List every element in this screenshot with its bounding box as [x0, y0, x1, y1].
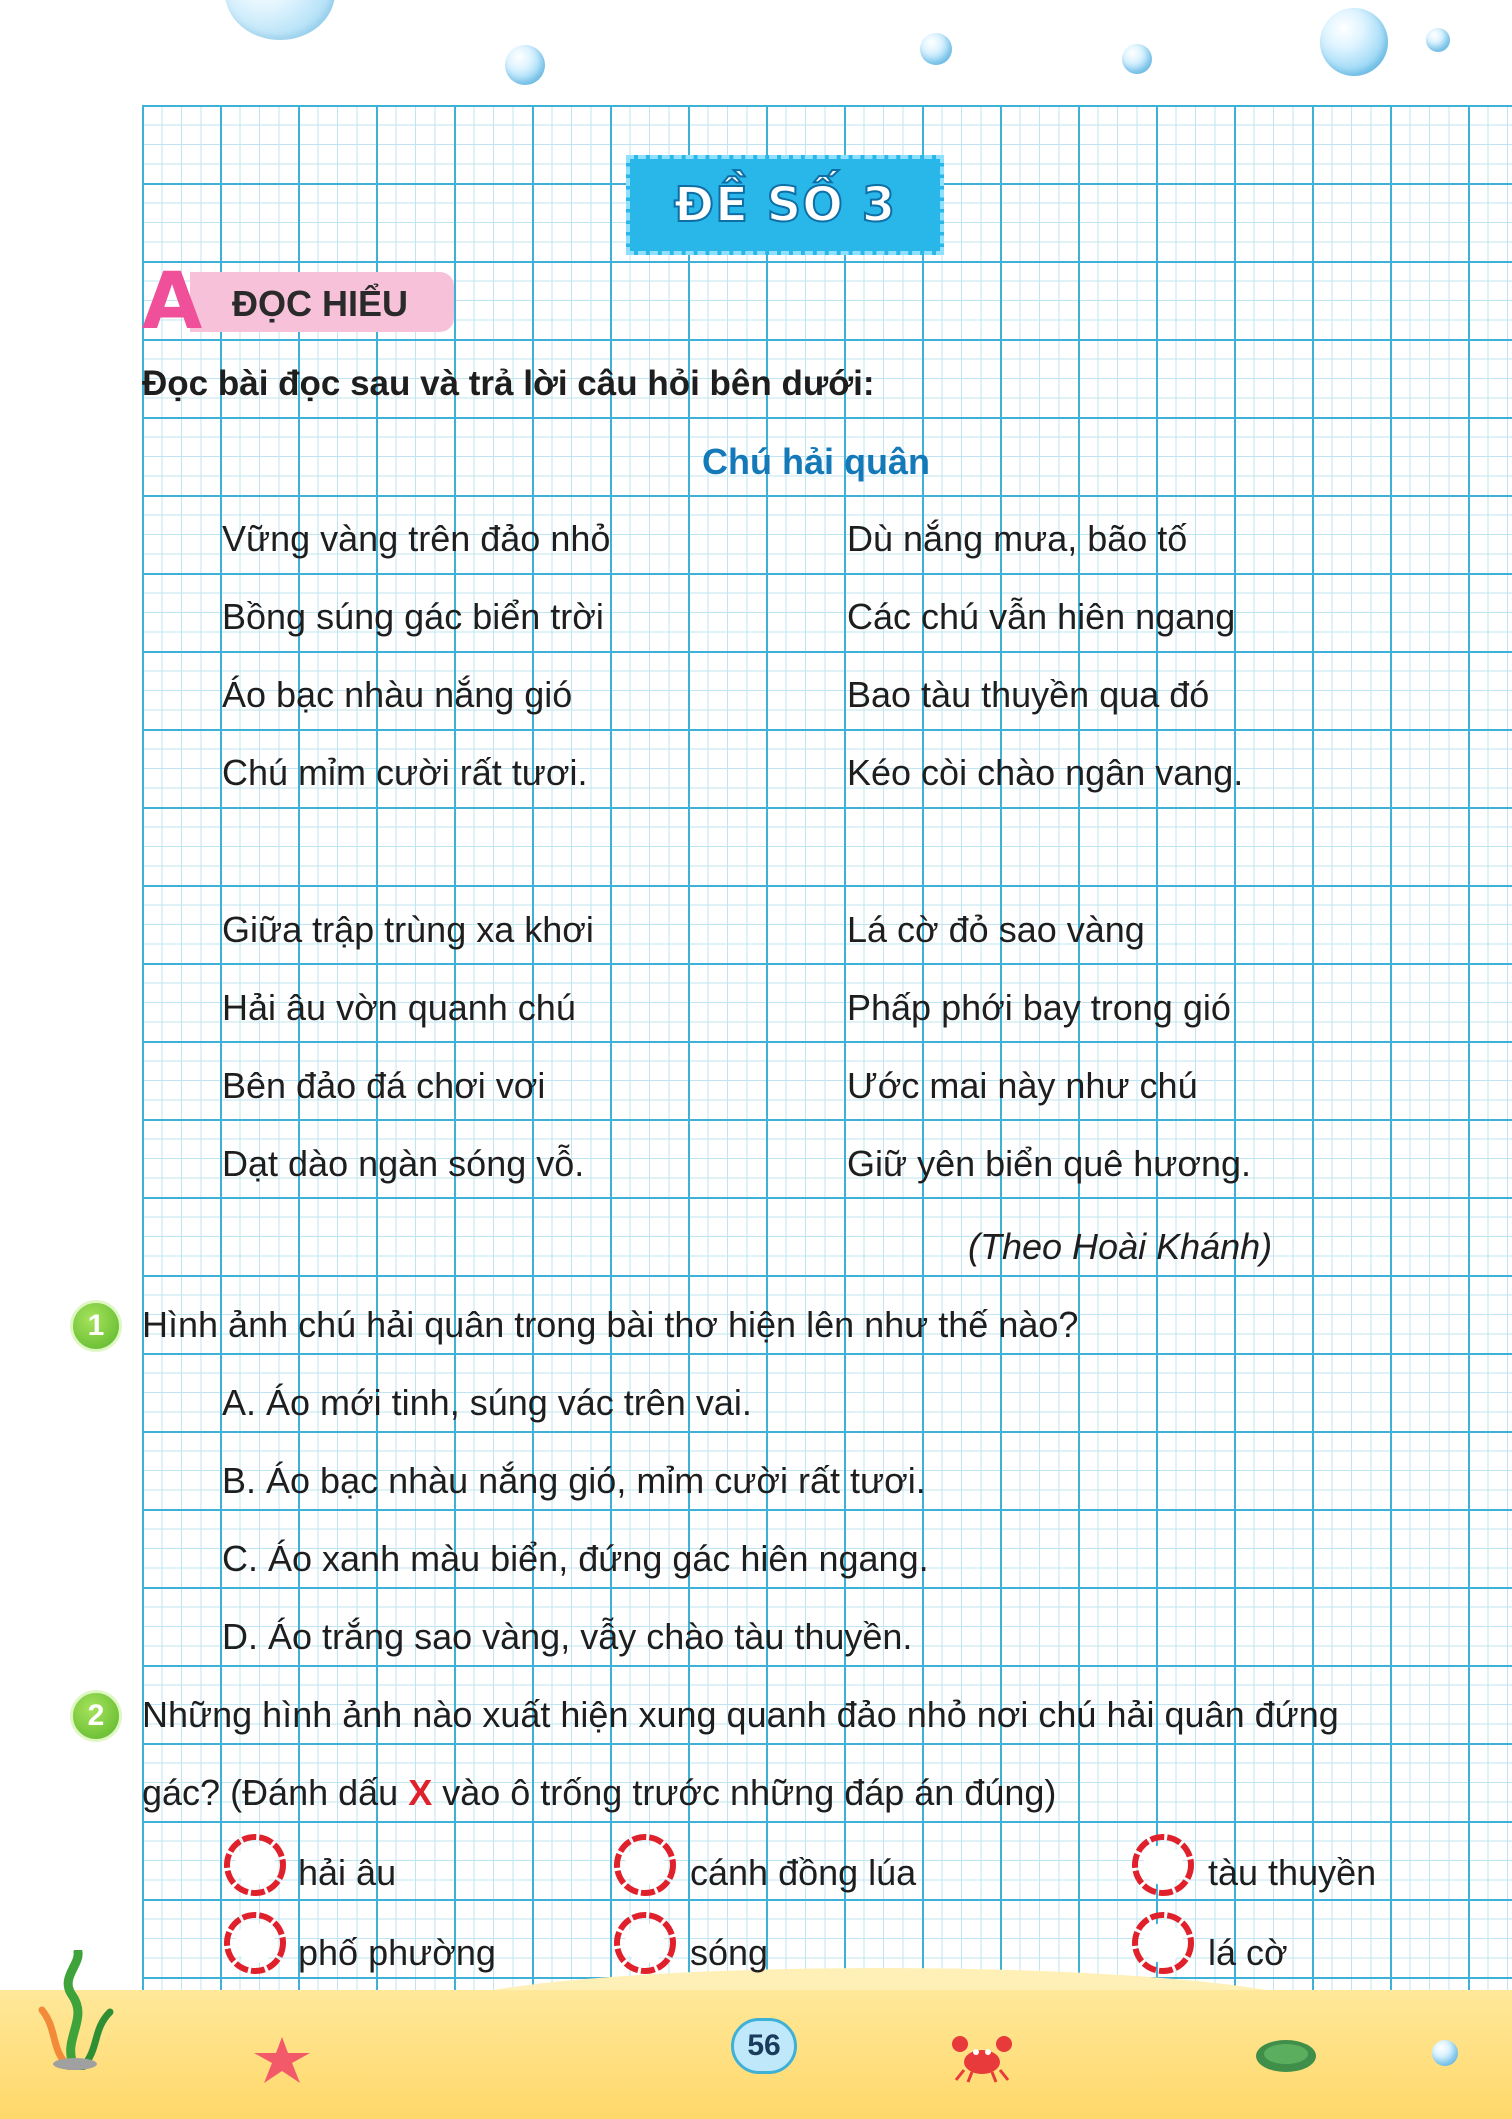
bubble-decoration: [1122, 44, 1152, 74]
flower-checkbox[interactable]: [612, 1832, 678, 1898]
question-number-badge: 1: [70, 1300, 122, 1352]
page-number: 56: [731, 2018, 797, 2074]
poem-line: Bao tàu thuyền qua đó: [847, 674, 1210, 715]
bubble-decoration: [920, 33, 952, 65]
poem-line: Hải âu vờn quanh chú: [222, 987, 576, 1028]
poem-line: Dạt dào ngàn sóng vỗ.: [222, 1143, 585, 1184]
bubble-decoration: [1432, 2040, 1458, 2066]
q2-choice-label: cánh đồng lúa: [690, 1852, 917, 1893]
x-mark-symbol: X: [408, 1772, 433, 1813]
flower-checkbox[interactable]: [222, 1910, 288, 1976]
poem-line: Bên đảo đá chơi vơi: [222, 1065, 546, 1106]
poem-line: Dù nắng mưa, bão tố: [847, 518, 1188, 559]
poem-line: Kéo còi chào ngân vang.: [847, 752, 1244, 793]
poem-line: Bồng súng gác biển trời: [222, 596, 604, 637]
poem-credit: (Theo Hoài Khánh): [968, 1226, 1273, 1267]
q2-choice-label: tàu thuyền: [1208, 1852, 1377, 1893]
question-number-badge: 2: [70, 1690, 122, 1742]
q2-text-part: gác? (Đánh dấu: [142, 1772, 409, 1813]
seaweed-icon: [30, 1950, 120, 2070]
section-letter: A: [141, 257, 203, 347]
exam-title: ĐỀ SỐ 3: [673, 177, 897, 233]
bubble-decoration: [1426, 28, 1450, 52]
flower-checkbox[interactable]: [222, 1832, 288, 1898]
q2-choice-label: phố phường: [298, 1932, 496, 1973]
flower-checkbox[interactable]: [612, 1910, 678, 1976]
poem-line: Lá cờ đỏ sao vàng: [847, 909, 1145, 950]
bubble-decoration: [505, 45, 545, 85]
q2-choice-label: hải âu: [298, 1852, 397, 1893]
poem-line: Chú mỉm cười rất tươi.: [222, 752, 588, 793]
bubble-decoration: [225, 0, 335, 40]
q2-choice-label: sóng: [690, 1932, 769, 1973]
q1-option-d[interactable]: D. Áo trắng sao vàng, vẫy chào tàu thuyền.: [222, 1616, 913, 1657]
bubble-decoration: [1320, 8, 1388, 76]
poem-line: Giữa trập trùng xa khơi: [222, 909, 594, 950]
flower-checkbox[interactable]: [1130, 1910, 1196, 1976]
turtle-icon: [1250, 2032, 1322, 2076]
question-2-text-cont: [142, 1772, 1056, 1814]
q1-option-b[interactable]: B. Áo bạc nhàu nắng gió, mỉm cười rất tươi.: [222, 1460, 926, 1501]
starfish-icon: [250, 2035, 314, 2085]
poem-line: Áo bạc nhàu nắng gió: [222, 674, 573, 715]
poem-title: Chú hải quân: [702, 441, 930, 482]
exam-title-badge: [626, 155, 944, 255]
q1-option-a[interactable]: A. Áo mới tinh, súng vác trên vai.: [222, 1382, 752, 1423]
poem-line: Ước mai này như chú: [847, 1065, 1198, 1106]
instruction-text: Đọc bài đọc sau và trả lời câu hỏi bên dưới:: [142, 364, 875, 403]
poem-line: Vững vàng trên đảo nhỏ: [222, 518, 611, 559]
section-title: ĐỌC HIỂU: [232, 283, 409, 324]
flower-checkbox[interactable]: [1130, 1832, 1196, 1898]
poem-line: Phấp phới bay trong gió: [847, 987, 1231, 1028]
question-2-text: Những hình ảnh nào xuất hiện xung quanh đảo nhỏ nơi chú hải quân đứng: [142, 1694, 1339, 1735]
crab-icon: [950, 2030, 1014, 2084]
poem-line: Giữ yên biển quê hương.: [847, 1143, 1252, 1184]
question-1-text: Hình ảnh chú hải quân trong bài thơ hiện lên như thế nào?: [142, 1304, 1079, 1345]
q1-option-c[interactable]: C. Áo xanh màu biển, đứng gác hiên ngang.: [222, 1538, 929, 1579]
q2-choice-label: lá cờ: [1208, 1932, 1288, 1973]
poem-line: Các chú vẫn hiên ngang: [847, 596, 1236, 637]
q2-text-part: vào ô trống trước những đáp án đúng): [432, 1772, 1057, 1813]
